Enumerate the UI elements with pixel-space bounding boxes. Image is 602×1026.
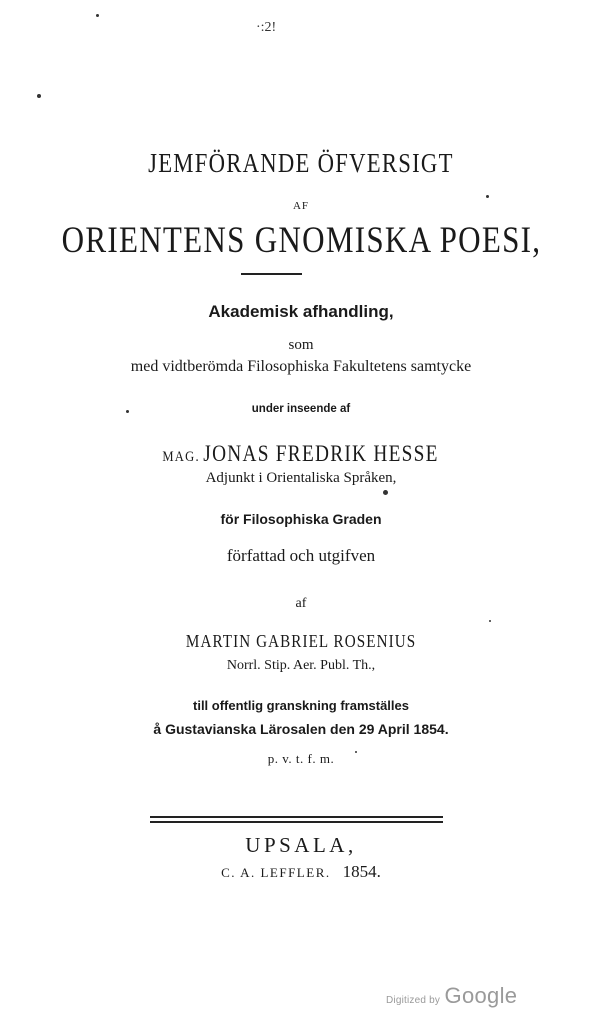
title-text-3: ORIENTENS GNOMISKA POESI, (61, 220, 541, 261)
defense-text-2: å Gustavianska Lärosalen den 29 April 1854. (153, 721, 449, 737)
degree-text: för Filosophiska Graden (220, 511, 382, 527)
scan-speck (37, 94, 41, 98)
supervisor-name-group (163, 441, 439, 467)
printer-line (0, 862, 602, 882)
abbrev-text: p. v. t. f. m. (267, 751, 335, 766)
defense-line-1 (0, 697, 602, 715)
under-line (0, 399, 602, 417)
scan-speck (96, 14, 99, 17)
written-line (0, 546, 602, 566)
af-text: af (295, 596, 307, 611)
imprint-printer: C. A. LEFFLER. (221, 865, 331, 880)
som-text: som (288, 337, 314, 353)
imprint-year: 1854. (342, 862, 381, 881)
affiliation-line (0, 656, 602, 674)
supervisor-prefix: MAG. (162, 449, 201, 465)
title-text-2: AF (292, 200, 310, 212)
under-text: under inseende af (251, 403, 351, 415)
title-text-1: JEMFÖRANDE ÖFVERSIGT (148, 148, 454, 178)
supervisor-line (0, 441, 602, 467)
author-affiliation: Norrl. Stip. Aer. Publ. Th., (226, 658, 376, 673)
scan-mark: ·:2! (256, 20, 277, 35)
digitized-watermark (386, 983, 517, 1009)
med-line (0, 358, 602, 376)
watermark-logo: Google (444, 983, 518, 1008)
akademisk-line (0, 302, 602, 322)
abbrev-line (0, 750, 602, 768)
title-line-2 (0, 196, 602, 214)
imprint-city: UPSALA, (245, 833, 357, 857)
supervisor-title: Adjunkt i Orientaliska Språken, (205, 470, 397, 486)
supervisor-name: JONAS FREDRIK HESSE (203, 441, 440, 466)
akademisk-text: Akademisk afhandling, (208, 302, 394, 321)
city-line (0, 833, 602, 858)
title-divider (241, 273, 302, 275)
defense-text-1: till offentlig granskning framställes (193, 698, 409, 713)
author-name: MARTIN GABRIEL ROSENIUS (185, 631, 417, 651)
scan-speck (489, 620, 491, 622)
af-line (0, 594, 602, 612)
defense-line-2 (0, 721, 602, 739)
som-line (0, 336, 602, 354)
supervisor-title-line (0, 469, 602, 487)
author-line (0, 631, 602, 652)
watermark-prefix: Digitized by (386, 995, 441, 1006)
scan-speck (383, 490, 388, 495)
med-text: med vidtberömda Filosophiska Fakultetens samtycke (130, 358, 472, 375)
imprint-rule-bottom (150, 821, 443, 823)
title-line-1 (0, 148, 602, 179)
imprint-rule-top (150, 816, 443, 818)
degree-line (0, 511, 602, 529)
written-text: författad och utgifven (226, 546, 376, 565)
title-line-3 (0, 219, 602, 262)
